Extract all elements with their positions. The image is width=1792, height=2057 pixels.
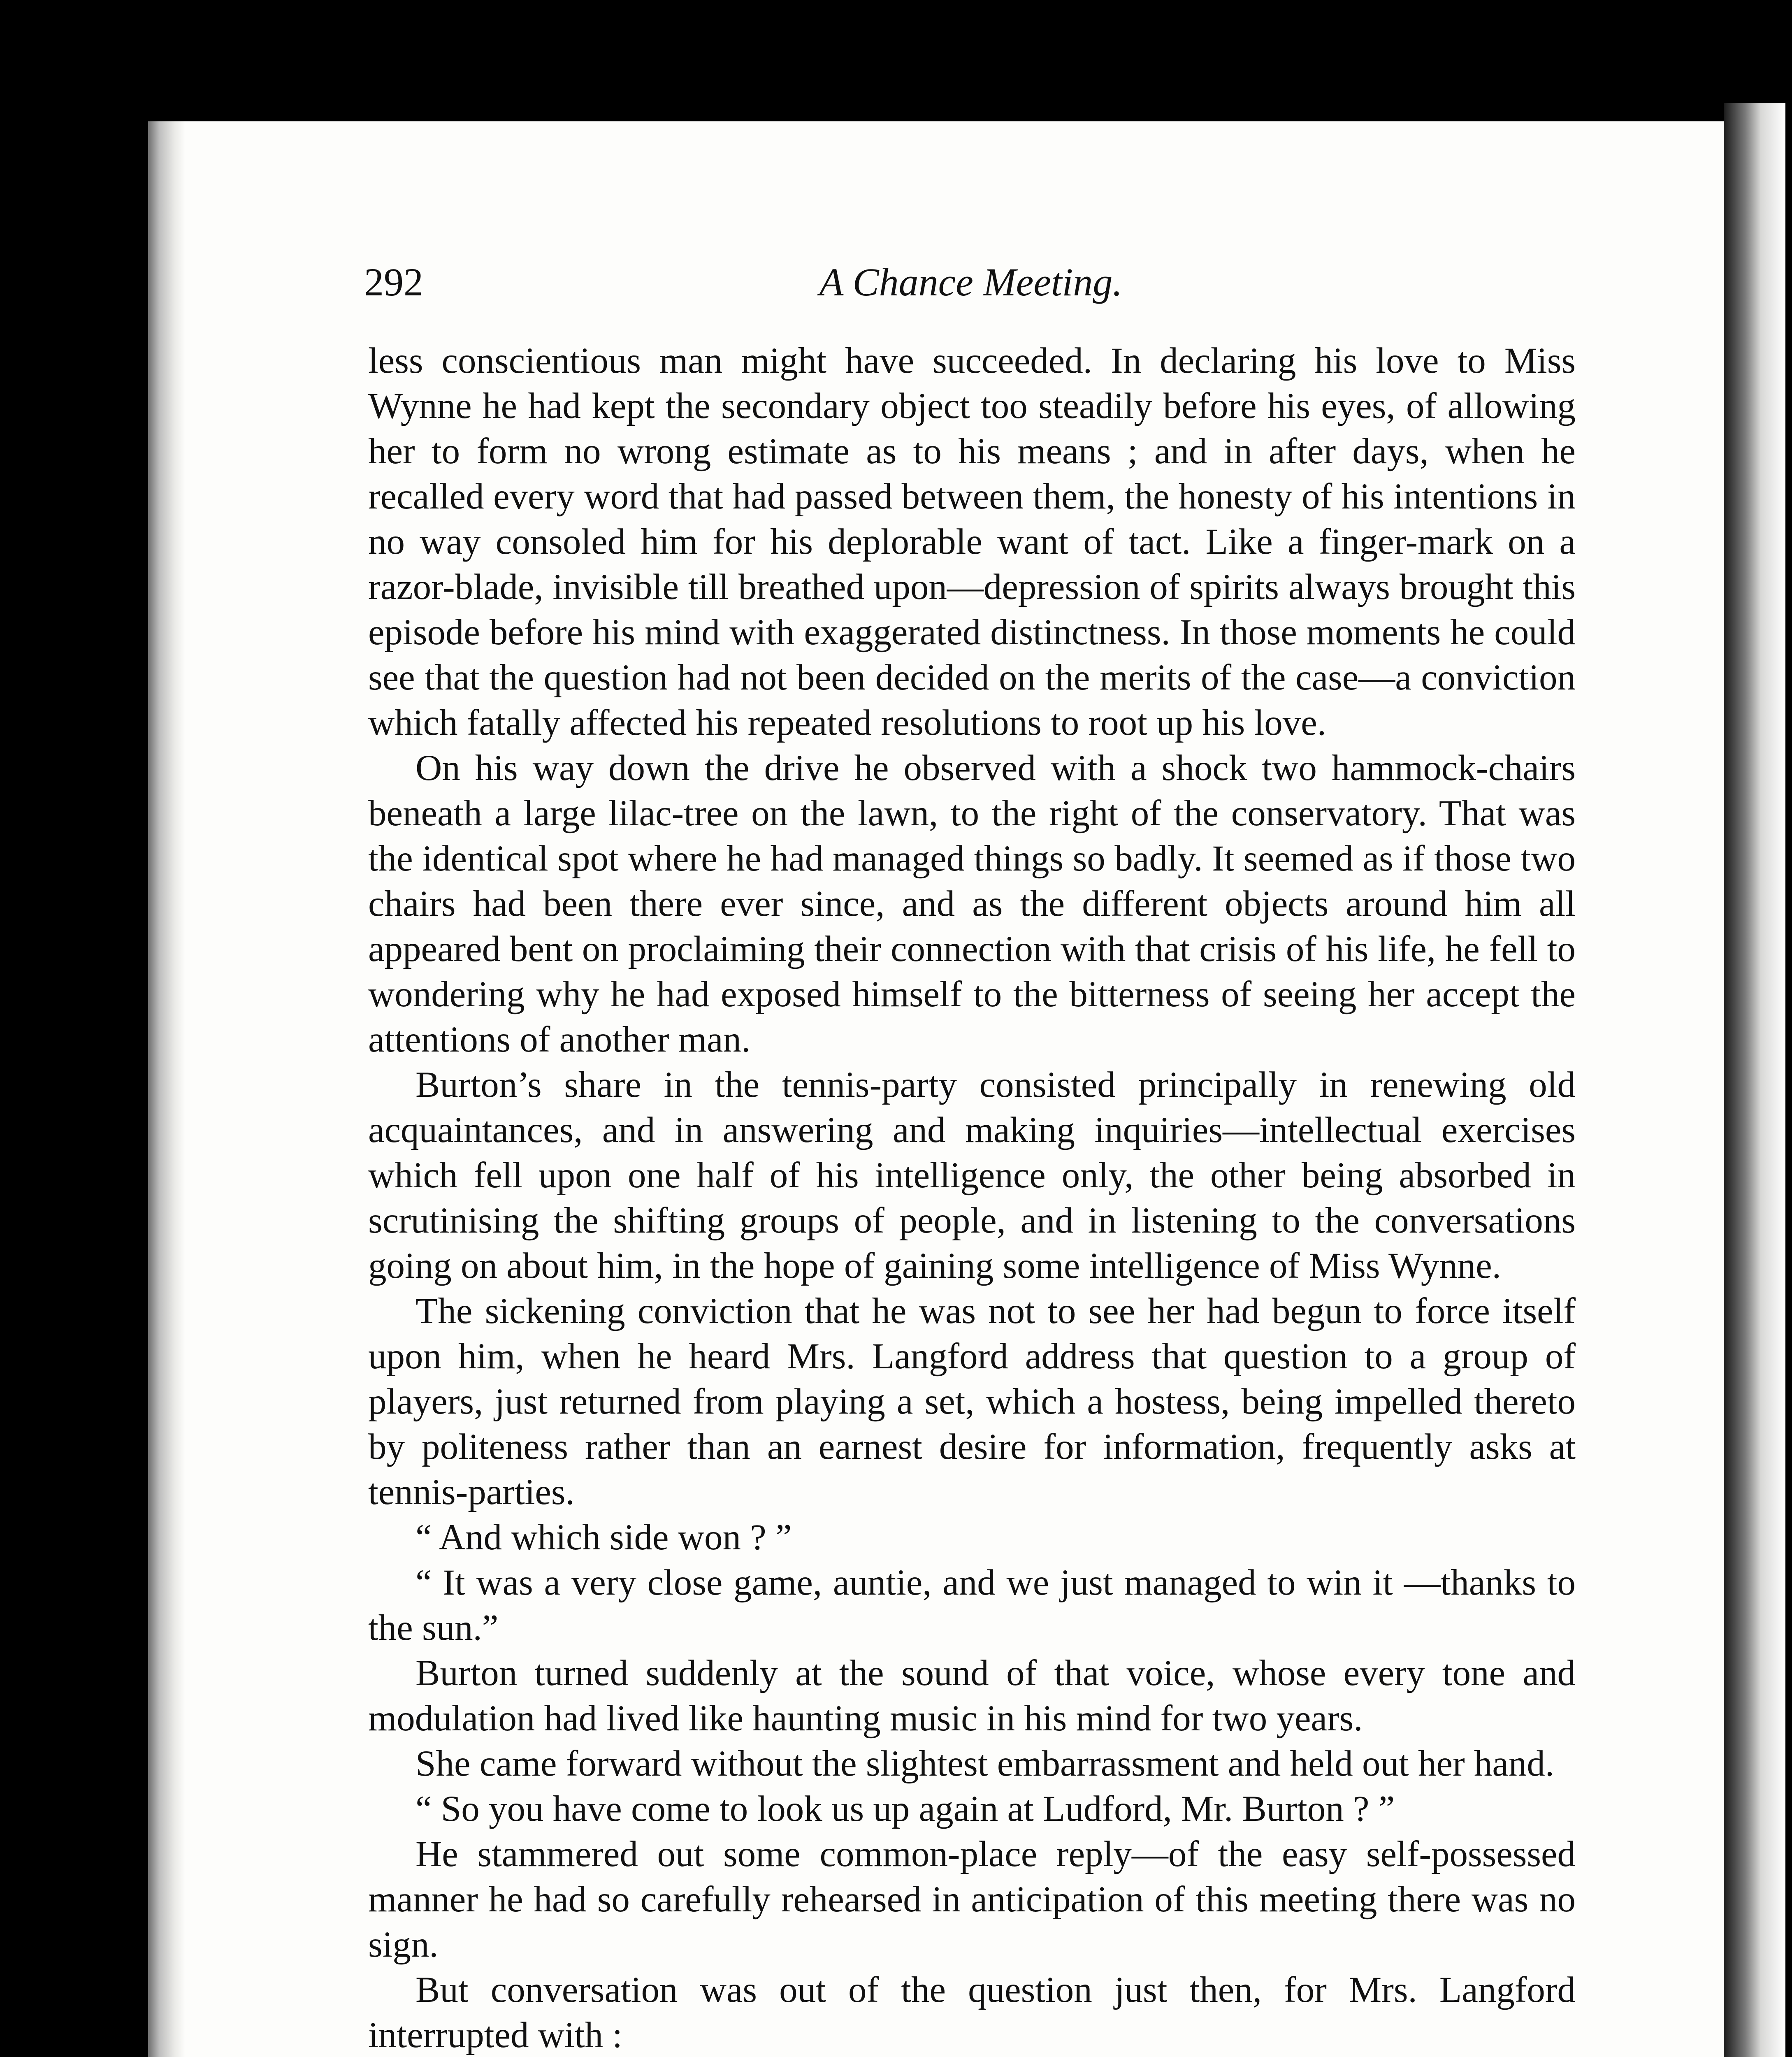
- adjacent-page-edge: [1724, 103, 1785, 2057]
- paragraph: less conscientious man might have succeeded. In declaring his love to Miss Wynne he had kept the secondary object too steadily before his eyes, of allowing her to form no wrong estimate as to his means ; and in after days, when he recalled every word that had passed between them, the honesty of his intentions in no way consoled him for his deplorable want of tact. Like a finger-mark on a razor-blade, invisible till breathed upon—depression of spirits always brought this episode before his mind with exaggerated distinctness. In those moments he could see that the question had not been decided on the merits of the case—a conviction which fatally affected his repeated resolutions to root up his love.: [368, 341, 1576, 743]
- page-header: [364, 251, 1578, 313]
- page-binding-shadow: [148, 121, 185, 2057]
- paragraph: The sickening conviction that he was not to see her had begun to force itself upon him, when he heard Mrs. Langford address that question to a group of players, just returned from playing a set, which a hostess, being impelled thereto by politeness rather than an earnest desire for information, frequently asks at tennis-parties.: [368, 1291, 1576, 1512]
- paragraph: But conversation was out of the question just then, for Mrs. Langford interrupted with :: [368, 1970, 1576, 2055]
- running-title: A Chance Meeting.: [819, 260, 1123, 304]
- page-number: 292: [364, 260, 423, 304]
- paragraph: “ It was a very close game, auntie, and we just managed to win it —thanks to the sun.”: [368, 1562, 1576, 1648]
- paragraph: She came forward without the slightest embarrassment and held out her hand.: [416, 1744, 1555, 1784]
- paragraph: Burton turned suddenly at the sound of that voice, whose every tone and modulation had lived like haunting music in his mind for two years.: [368, 1653, 1576, 1739]
- paragraph: “ And which side won ? ”: [416, 1517, 792, 1558]
- paragraph: On his way down the drive he observed with a shock two hammock-chairs beneath a large lilac-tree on the lawn, to the right of the conservatory. That was the identical spot where he had managed things so badly. It seemed as if those two chairs had been there ever since, and as the different objects around him all appeared bent on proclaiming their connection with that crisis of his life, he fell to wondering why he had exposed himself to the bitterness of seeing her accept the attentions of another man.: [368, 748, 1576, 1060]
- body-text: [368, 338, 1576, 2057]
- paragraph: He stammered out some common-place reply—of the easy self-possessed manner he had so carefully rehearsed in anticipation of this meeting there was no sign.: [368, 1834, 1576, 1965]
- paragraph: “ So you have come to look us up again at Ludford, Mr. Burton ? ”: [416, 1789, 1395, 1829]
- paragraph: Burton’s share in the tennis-party consisted principally in renewing old acquaintances, and in answering and making inquiries—intellectual exercises which fell upon one half of his intelligence only, the other being absorbed in scrutinising the shifting groups of people, and in listening to the conversations going on about him, in the hope of gaining some intelligence of Miss Wynne.: [368, 1065, 1576, 1286]
